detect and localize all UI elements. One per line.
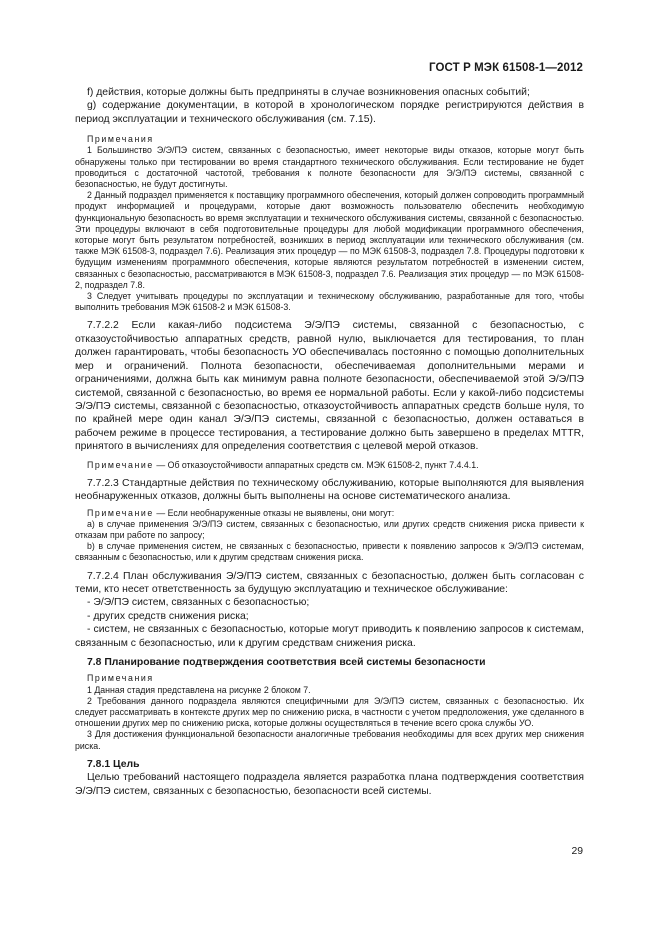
list-item: - систем, не связанных с безопасностью, которые могут приводить к появлению запросов к системам, связанным с безопасностью, или к другим средствам снижения риска. bbox=[75, 624, 584, 649]
note-label: Примечание bbox=[87, 507, 154, 518]
page-body bbox=[75, 86, 584, 798]
section-heading-7-8-1: 7.8.1 Цель bbox=[87, 758, 140, 770]
note-2-3: 3 Для достижения функциональной безопасности аналогичные требования необходимы для всех других мер снижения риска. bbox=[75, 729, 584, 751]
note-text: — Если необнаруженные отказы не выявлены, они могут: bbox=[153, 507, 395, 518]
note-2-2: 2 Требования данного подраздела являются специфичными для Э/Э/ПЭ систем, связанных с безопасностью. Их следует рассматривать в контексте других мер по снижению риска, в частности с учетом предположения, уже сделанного в отношении других мер по снижению риска, которые должны осуществляться в течение всего срока службы УО. bbox=[75, 695, 584, 729]
page-number: 29 bbox=[571, 846, 583, 857]
paragraph-g: g) содержание документации, в которой в хронологическом порядке регистрируются действия в период эксплуатации и технического обслуживания (см. 7.15). bbox=[75, 100, 584, 125]
note-1-1: 1 Большинство Э/Э/ПЭ систем, связанных с безопасностью, имеет некоторые виды отказов, которые могут быть обнаружены только при тестировании во время стандартного технического обслуживания. Если тестирование не будет проводиться с достаточной частотой, требования к полноте безопасности для Э/Э/ПЭ системы, связанной с безопасностью, не будут достигнуты. bbox=[75, 145, 584, 190]
notes-title-1: Примечания bbox=[87, 134, 154, 145]
note-1-3: 3 Следует учитывать процедуры по эксплуатации и техническому обслуживанию, разработанные для того, чтобы выполнить требования МЭК 61508-2 и МЭК 61508-3. bbox=[75, 291, 584, 313]
paragraph-f: f) действия, которые должны быть предприняты в случае возникновения опасных событий; bbox=[87, 87, 530, 98]
paragraph-7-7-2-3: 7.7.2.3 Стандартные действия по техническому обслуживанию, которые выполняются для выявления необнаруженных отказов, должны быть выполнены на основе систематического анализа. bbox=[75, 477, 584, 503]
document-code-header: ГОСТ Р МЭК 61508-1—2012 bbox=[429, 62, 583, 74]
section-heading-7-8: 7.8 Планирование подтверждения соответствия всей системы безопасности bbox=[87, 657, 486, 668]
note-7-7-2-3-a: а) в случае применения Э/Э/ПЭ систем, связанных с безопасностью, или других средств снижения риска привести к отказам при работе по запросу; bbox=[75, 518, 584, 540]
note-7-7-2-2 bbox=[75, 460, 584, 471]
note-7-7-2-3-b: b) в случае применения систем, не связанных с безопасностью, привести к появлению запросов к Э/Э/ПЭ системам, связанным с безопасностью, или к другим средствам снижения риска. bbox=[75, 541, 584, 563]
list-item: - других средств снижения риска; bbox=[87, 610, 249, 622]
paragraph-7-8-1: Целью требований настоящего подраздела является разработка плана подтверждения соответствия Э/Э/ПЭ систем, связанных с безопасностью, безопасности всей системы. bbox=[75, 772, 584, 797]
note-7-7-2-3 bbox=[75, 508, 584, 519]
notes-title-2: Примечания bbox=[87, 673, 154, 684]
note-1-2: 2 Данный подраздел применяется к поставщику программного обеспечения, который должен сопроводить программный продукт информацией и процедурами, которые дают возможность пользователю обеспечить необходимую функциональную безопасность во время эксплуатации и технического обслуживания системы, связанной с безопасностью. Эти процедуры включают в себя подготовительные процедуры для любой модификации программного обеспечения, которые могут быть результатом потребностей, возникших в период эксплуатации или технического обслуживания (см. также МЭК 61508-3, подраздел 7.6). Реализация этих процедур — по МЭК 61508-3, подраздел 7.8. Процедуры подготовки к будущим изменениям программного обеспечения, которые являются результатом потребностей в изменении систем, связанных с безопасностью, рассматриваются в МЭК 61508-3, подраздел 7.6. Реализация этих процедур — по МЭК 61508-2, подраздел 7.8. bbox=[75, 190, 584, 290]
paragraph-7-7-2-2: 7.7.2.2 Если какая-либо подсистема Э/Э/ПЭ системы, связанной с безопасностью, с отказоустойчивостью аппаратных средств, равной нулю, выключается для тестирования, то план должен гарантировать, чтобы безопасность УО обеспечивалась постоянно с помощью дополнительных мер и ограничений. Полнота безопасности, обеспечиваемая дополнительными мерами и ограничениями, должна быть как минимум равна полноте безопасности, обеспечиваемой этой Э/Э/ПЭ системой, связанной с безопасностью, во время ее нормальной работы. Если у какой-либо подсистемы Э/Э/ПЭ системы, связанной с безопасностью, отказоустойчивость аппаратных средств больше нуля, то по крайней мере один канал Э/Э/ПЭ системы, связанной с безопасностью, должен оставаться в рабочем режиме в процессе тестирования, а тестирование должно быть завершено в пределах MTTR, принятого в вычислениях для определения соответствия с целевой мерой отказов. bbox=[75, 320, 584, 453]
list-item: - Э/Э/ПЭ систем, связанных с безопасностью; bbox=[87, 597, 310, 609]
note-label: Примечание bbox=[87, 459, 154, 470]
note-text: — Об отказоустойчивости аппаратных средств см. МЭК 61508-2, пункт 7.4.4.1. bbox=[153, 459, 479, 470]
note-2-1: 1 Данная стадия представлена на рисунке 2 блоком 7. bbox=[87, 684, 311, 695]
paragraph-7-7-2-4: 7.7.2.4 План обслуживания Э/Э/ПЭ систем, связанных с безопасностью, должен быть согласован с теми, кто несет ответственность за будущую эксплуатацию и техническое обслуживание: bbox=[75, 570, 584, 595]
